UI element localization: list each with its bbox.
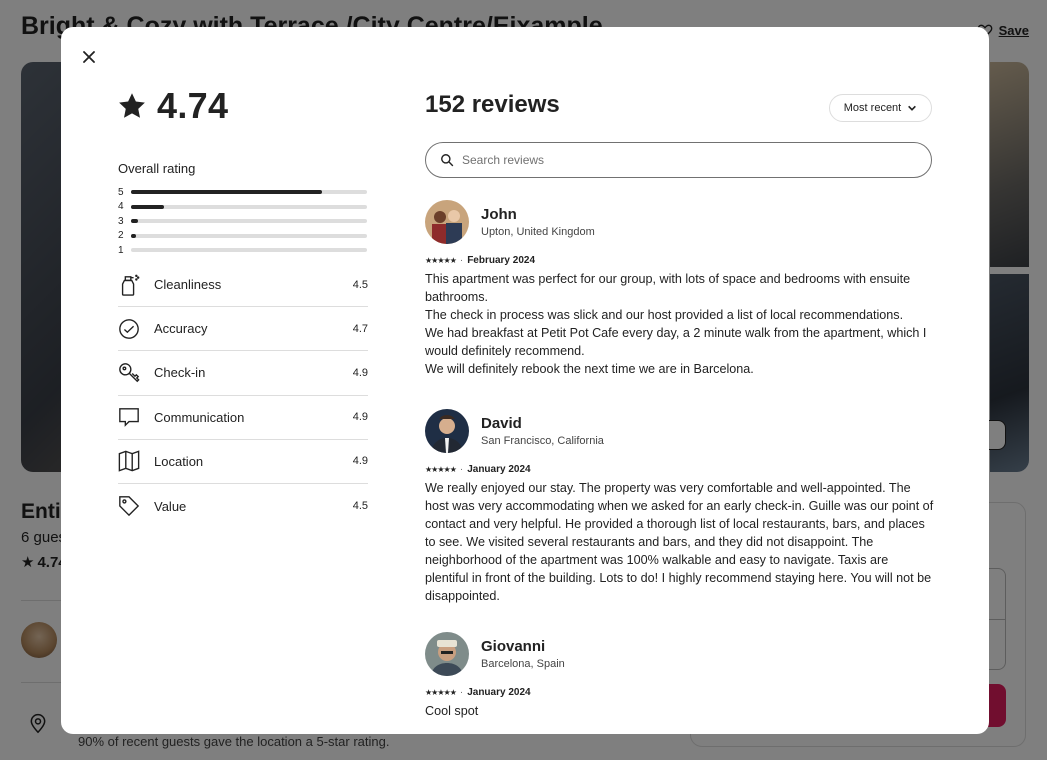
category-row-accuracy [118, 307, 368, 351]
review-paragraph: This apartment was perfect for our group, with lots of space and bedrooms with ensuite bathrooms. [425, 272, 911, 304]
review-paragraph: We really enjoyed our stay. The property was very comfortable and well-appointed. The host was very accommodating when we asked for an early check-in. Guille was our point of contact and very helpful. He provided a thorough list of local restaurants, bars, and places to see. We visited several restaurants and bars, and they did not disappoint. The neighborhood of the apartment was 100% walkable and easy to navigate. Taxis are plentiful in front of the building. Lots to do! I highly recommend staying here. You will not be disappointed. [425, 481, 934, 603]
overall-rating-label: Overall rating [118, 161, 196, 176]
category-row-check-in [118, 351, 368, 395]
category-label: Cleanliness [154, 277, 222, 293]
check-circle-icon [118, 318, 154, 340]
distribution-track [131, 234, 367, 238]
search-box[interactable] [425, 142, 932, 178]
overall-score-value: 4.74 [157, 85, 229, 126]
search-icon [440, 153, 454, 167]
rating-distribution [118, 185, 368, 258]
separator-dot: · [459, 255, 464, 266]
reviewer-name: John [481, 206, 517, 223]
category-value: 4.9 [352, 455, 368, 468]
category-row-cleanliness [118, 263, 368, 307]
distribution-fill [131, 205, 164, 209]
review-stars: ★★★★★ [425, 688, 456, 697]
reviewer-name: David [481, 415, 522, 432]
chevron-down-icon [907, 103, 917, 113]
review-paragraph: The check in process was slick and our host provided a list of local recommendations. [425, 308, 904, 322]
reviews-modal [61, 27, 989, 734]
close-button[interactable] [77, 45, 101, 69]
reviews-count-heading: 152 reviews [425, 91, 560, 118]
category-value: 4.5 [352, 500, 368, 513]
category-label: Communication [154, 409, 245, 425]
separator-dot: · [459, 687, 464, 698]
category-row-location [118, 440, 368, 484]
reviewer-location: Upton, United Kingdom [481, 226, 595, 238]
distribution-stars: 2 [118, 230, 124, 242]
distribution-fill [131, 190, 322, 194]
distribution-track [131, 190, 367, 194]
category-label: Value [154, 498, 187, 514]
sort-dropdown[interactable] [829, 94, 932, 122]
reviewer-avatar[interactable] [425, 409, 469, 453]
spray-bottle-icon [118, 273, 154, 297]
tag-icon [118, 495, 154, 517]
reviewer-location: San Francisco, California [481, 435, 604, 447]
category-value: 4.9 [352, 411, 368, 424]
review-date: January 2024 [467, 464, 531, 475]
category-ratings [118, 263, 368, 528]
map-icon [118, 450, 154, 472]
category-value: 4.5 [352, 278, 368, 291]
review-paragraph: We had breakfast at Petit Pot Cafe every day, a 2 minute walk from the apartment, which I would definitely recommend. [425, 326, 927, 358]
category-row-value [118, 484, 368, 528]
review-stars: ★★★★★ [425, 465, 456, 474]
distribution-stars: 3 [118, 215, 124, 227]
distribution-row [118, 229, 368, 244]
category-label: Accuracy [154, 321, 208, 337]
distribution-fill [131, 219, 138, 223]
review-text [425, 270, 935, 378]
reviewer-name: Giovanni [481, 638, 546, 655]
review-item [425, 632, 935, 720]
distribution-row [118, 214, 368, 229]
category-row-communication [118, 396, 368, 440]
distribution-stars: 1 [118, 244, 124, 256]
distribution-row [118, 200, 368, 215]
distribution-row [118, 185, 368, 200]
reviewer-avatar[interactable] [425, 200, 469, 244]
reviewer-avatar[interactable] [425, 632, 469, 676]
sort-label: Most recent [843, 102, 902, 114]
distribution-track [131, 205, 367, 209]
reviewer-location: Barcelona, Spain [481, 658, 565, 670]
overall-score [117, 85, 228, 127]
message-icon [118, 406, 154, 428]
distribution-fill [131, 234, 136, 238]
review-text [425, 479, 935, 605]
review-item [425, 409, 935, 605]
key-icon [118, 362, 154, 384]
category-value: 4.7 [352, 322, 368, 335]
category-label: Check-in [154, 365, 206, 381]
review-text [425, 702, 935, 720]
separator-dot: · [459, 464, 464, 475]
distribution-row [118, 243, 368, 258]
distribution-track [131, 248, 367, 252]
category-value: 4.9 [352, 366, 368, 379]
distribution-track [131, 219, 367, 223]
close-icon [83, 51, 95, 63]
distribution-stars: 4 [118, 201, 124, 213]
review-date: February 2024 [467, 255, 536, 266]
star-icon [117, 91, 147, 121]
review-paragraph: Cool spot [425, 704, 479, 718]
review-stars: ★★★★★ [425, 256, 456, 265]
distribution-stars: 5 [118, 186, 124, 198]
review-paragraph: We will definitely rebook the next time we are in Barcelona. [425, 362, 754, 376]
review-item [425, 200, 935, 378]
review-date: January 2024 [467, 687, 531, 698]
search-input[interactable] [462, 153, 902, 167]
category-label: Location [154, 453, 204, 469]
